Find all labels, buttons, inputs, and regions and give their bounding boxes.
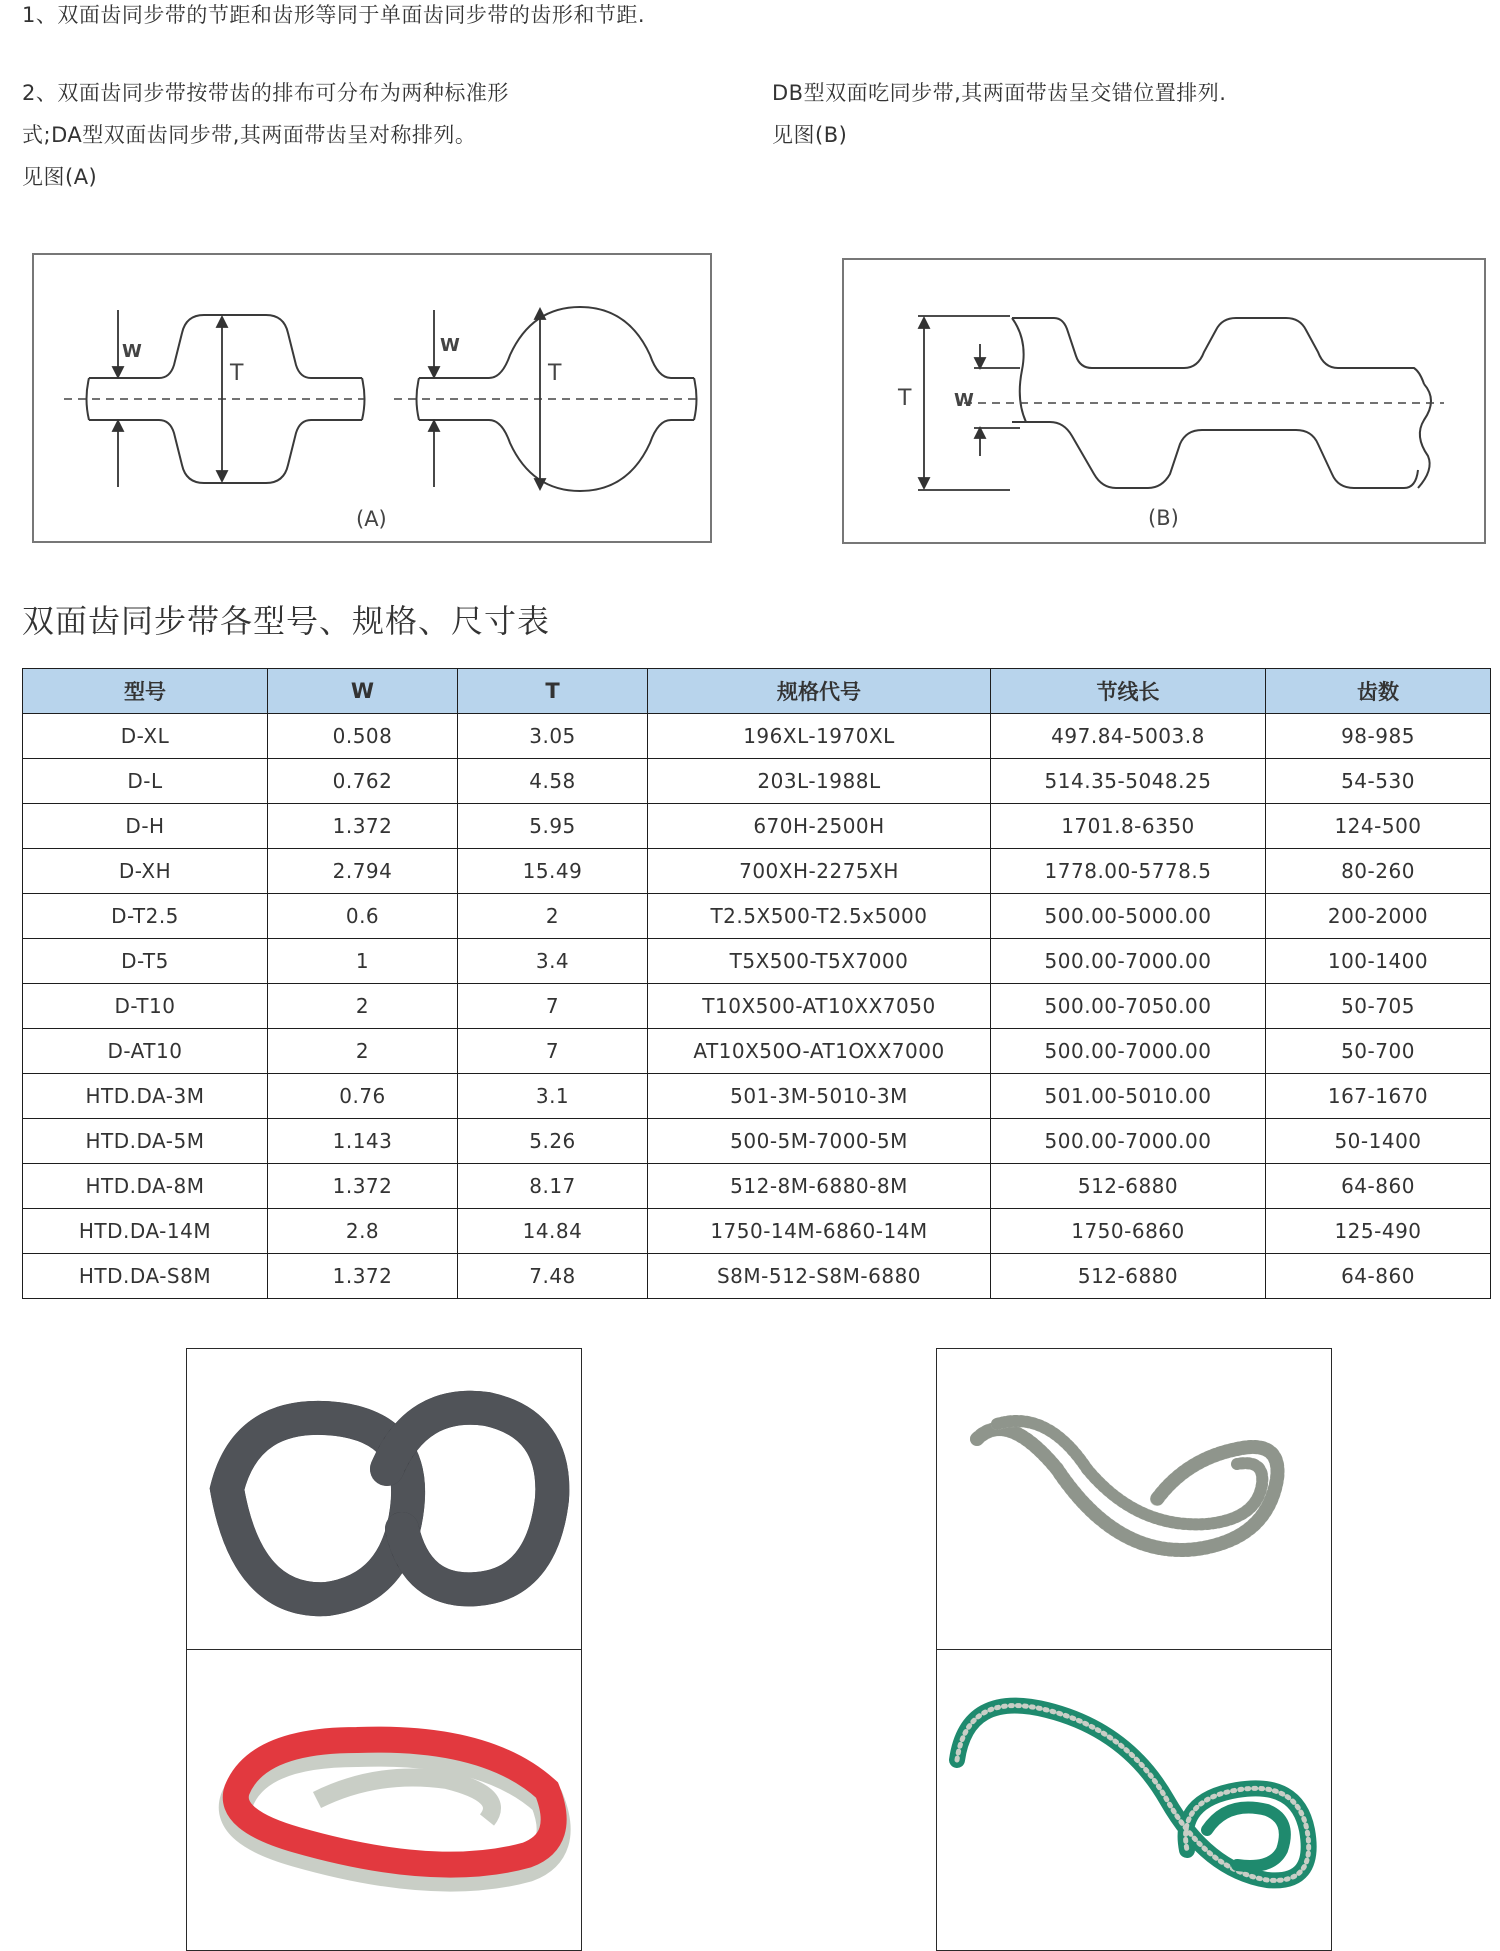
table-cell: 2.794 [268, 849, 458, 894]
table-cell: D-T2.5 [23, 894, 268, 939]
black-belt-illustration [187, 1349, 582, 1650]
table-row [23, 849, 1491, 894]
green-belt-illustration [937, 1650, 1332, 1951]
table-cell: 500.00-7000.00 [991, 939, 1266, 984]
table-cell: 500-5M-7000-5M [648, 1119, 991, 1164]
table-cell: 670H-2500H [648, 804, 991, 849]
table-cell: 3.1 [458, 1074, 648, 1119]
column-header: 型号 [23, 669, 268, 714]
intro-line: 见图(B) [772, 123, 848, 147]
table-cell: 203L-1988L [648, 759, 991, 804]
table-cell: HTD.DA-5M [23, 1119, 268, 1164]
diagram-a-t-label: T [230, 361, 244, 386]
photo-green-belt [936, 1649, 1332, 1951]
column-header: 规格代号 [648, 669, 991, 714]
diagram-a [32, 253, 712, 543]
table-cell: 1.372 [268, 1254, 458, 1299]
table-cell: 1.372 [268, 1164, 458, 1209]
diagram-b-caption: (B) [1148, 506, 1179, 530]
diagram-a2-t-label: T [548, 361, 562, 386]
table-cell: D-XL [23, 714, 268, 759]
intro-line: DB型双面吃同步带,其两面带齿呈交错位置排列. [772, 81, 1227, 105]
table-cell: 3.05 [458, 714, 648, 759]
table-cell: 50-705 [1266, 984, 1491, 1029]
table-cell: 14.84 [458, 1209, 648, 1254]
table-row [23, 714, 1491, 759]
table-cell: 500.00-7000.00 [991, 1119, 1266, 1164]
table-cell: 7 [458, 984, 648, 1029]
table-cell: S8M-512-S8M-6880 [648, 1254, 991, 1299]
table-cell: 1 [268, 939, 458, 984]
table-cell: D-T5 [23, 939, 268, 984]
table-cell: 196XL-1970XL [648, 714, 991, 759]
table-cell: 50-700 [1266, 1029, 1491, 1074]
table-cell: T2.5X500-T2.5x5000 [648, 894, 991, 939]
table-cell: 514.35-5048.25 [991, 759, 1266, 804]
table-cell: HTD.DA-S8M [23, 1254, 268, 1299]
table-cell: 0.508 [268, 714, 458, 759]
table-cell: 200-2000 [1266, 894, 1491, 939]
table-cell: 0.76 [268, 1074, 458, 1119]
table-cell: D-L [23, 759, 268, 804]
intro-paragraph-1 [22, 0, 645, 36]
table-cell: 2 [268, 1029, 458, 1074]
table-row [23, 1209, 1491, 1254]
diagram-b [842, 258, 1486, 544]
table-cell: 501.00-5010.00 [991, 1074, 1266, 1119]
diagram-b-w-label: W [954, 390, 974, 411]
table-cell: 1750-6860 [991, 1209, 1266, 1254]
table-cell: HTD.DA-14M [23, 1209, 268, 1254]
table-row [23, 1029, 1491, 1074]
diagram-b-drawing [844, 260, 1488, 546]
table-cell: 50-1400 [1266, 1119, 1491, 1164]
table-cell: 3.4 [458, 939, 648, 984]
table-row [23, 1119, 1491, 1164]
intro-paragraph-2-left [22, 72, 509, 198]
red-belt-illustration [187, 1650, 582, 1951]
table-row [23, 804, 1491, 849]
spec-table [22, 668, 1491, 1299]
table-cell: 0.6 [268, 894, 458, 939]
table-cell: 1701.8-6350 [991, 804, 1266, 849]
intro-line: 2、双面齿同步带按带齿的排布可分布为两种标准形 [22, 81, 509, 105]
white-belt-illustration [937, 1349, 1332, 1650]
photo-white-belt [936, 1348, 1332, 1650]
table-cell: 54-530 [1266, 759, 1491, 804]
table-cell: D-T10 [23, 984, 268, 1029]
table-cell: D-AT10 [23, 1029, 268, 1074]
table-cell: 64-860 [1266, 1164, 1491, 1209]
table-cell: 2 [458, 894, 648, 939]
photo-black-double-belt [186, 1348, 582, 1650]
table-row [23, 1254, 1491, 1299]
column-header: W [268, 669, 458, 714]
table-cell: D-H [23, 804, 268, 849]
table-cell: 497.84-5003.8 [991, 714, 1266, 759]
table-cell: 15.49 [458, 849, 648, 894]
table-cell: 125-490 [1266, 1209, 1491, 1254]
diagram-a2-w-label: W [440, 335, 460, 356]
table-cell: D-XH [23, 849, 268, 894]
intro-line: 式;DA型双面齿同步带,其两面带齿呈对称排列。 [22, 123, 477, 147]
table-row [23, 894, 1491, 939]
table-row [23, 1074, 1491, 1119]
photo-red-coated-belt [186, 1649, 582, 1951]
table-cell: 2 [268, 984, 458, 1029]
table-row [23, 1164, 1491, 1209]
table-cell: 100-1400 [1266, 939, 1491, 984]
column-header: T [458, 669, 648, 714]
table-row [23, 759, 1491, 804]
table-cell: 167-1670 [1266, 1074, 1491, 1119]
table-cell: 1.372 [268, 804, 458, 849]
table-cell: 0.762 [268, 759, 458, 804]
table-cell: 5.95 [458, 804, 648, 849]
diagram-b-t-label: T [898, 386, 912, 411]
table-cell: HTD.DA-3M [23, 1074, 268, 1119]
intro-line: 1、双面齿同步带的节距和齿形等同于单面齿同步带的齿形和节距. [22, 3, 646, 27]
table-cell: 500.00-7050.00 [991, 984, 1266, 1029]
diagram-a-drawing [34, 255, 714, 545]
table-cell: 500.00-5000.00 [991, 894, 1266, 939]
intro-paragraph-2-right [772, 72, 1226, 156]
table-cell: 4.58 [458, 759, 648, 804]
table-cell: T10X500-AT10XX7050 [648, 984, 991, 1029]
table-header-row [23, 669, 1491, 714]
column-header: 节线长 [991, 669, 1266, 714]
table-cell: T5X500-T5X7000 [648, 939, 991, 984]
table-cell: 98-985 [1266, 714, 1491, 759]
table-cell: 64-860 [1266, 1254, 1491, 1299]
table-cell: 512-6880 [991, 1164, 1266, 1209]
diagram-a-w-label: W [122, 341, 142, 362]
table-cell: 80-260 [1266, 849, 1491, 894]
table-cell: 7.48 [458, 1254, 648, 1299]
table-cell: 501-3M-5010-3M [648, 1074, 991, 1119]
table-cell: 124-500 [1266, 804, 1491, 849]
table-cell: 2.8 [268, 1209, 458, 1254]
table-cell: AT10X50O-AT1OXX7000 [648, 1029, 991, 1074]
table-cell: 700XH-2275XH [648, 849, 991, 894]
table-cell: 1778.00-5778.5 [991, 849, 1266, 894]
table-cell: 5.26 [458, 1119, 648, 1164]
table-cell: 500.00-7000.00 [991, 1029, 1266, 1074]
table-cell: 1750-14M-6860-14M [648, 1209, 991, 1254]
column-header: 齿数 [1266, 669, 1491, 714]
section-title: 双面齿同步带各型号、规格、尺寸表 [22, 602, 551, 640]
diagram-a-caption: (A) [356, 507, 387, 531]
table-row [23, 984, 1491, 1029]
table-cell: HTD.DA-8M [23, 1164, 268, 1209]
table-cell: 7 [458, 1029, 648, 1074]
intro-line: 见图(A) [22, 165, 98, 189]
table-cell: 512-6880 [991, 1254, 1266, 1299]
table-cell: 512-8M-6880-8M [648, 1164, 991, 1209]
table-cell: 1.143 [268, 1119, 458, 1164]
table-row [23, 939, 1491, 984]
table-cell: 8.17 [458, 1164, 648, 1209]
